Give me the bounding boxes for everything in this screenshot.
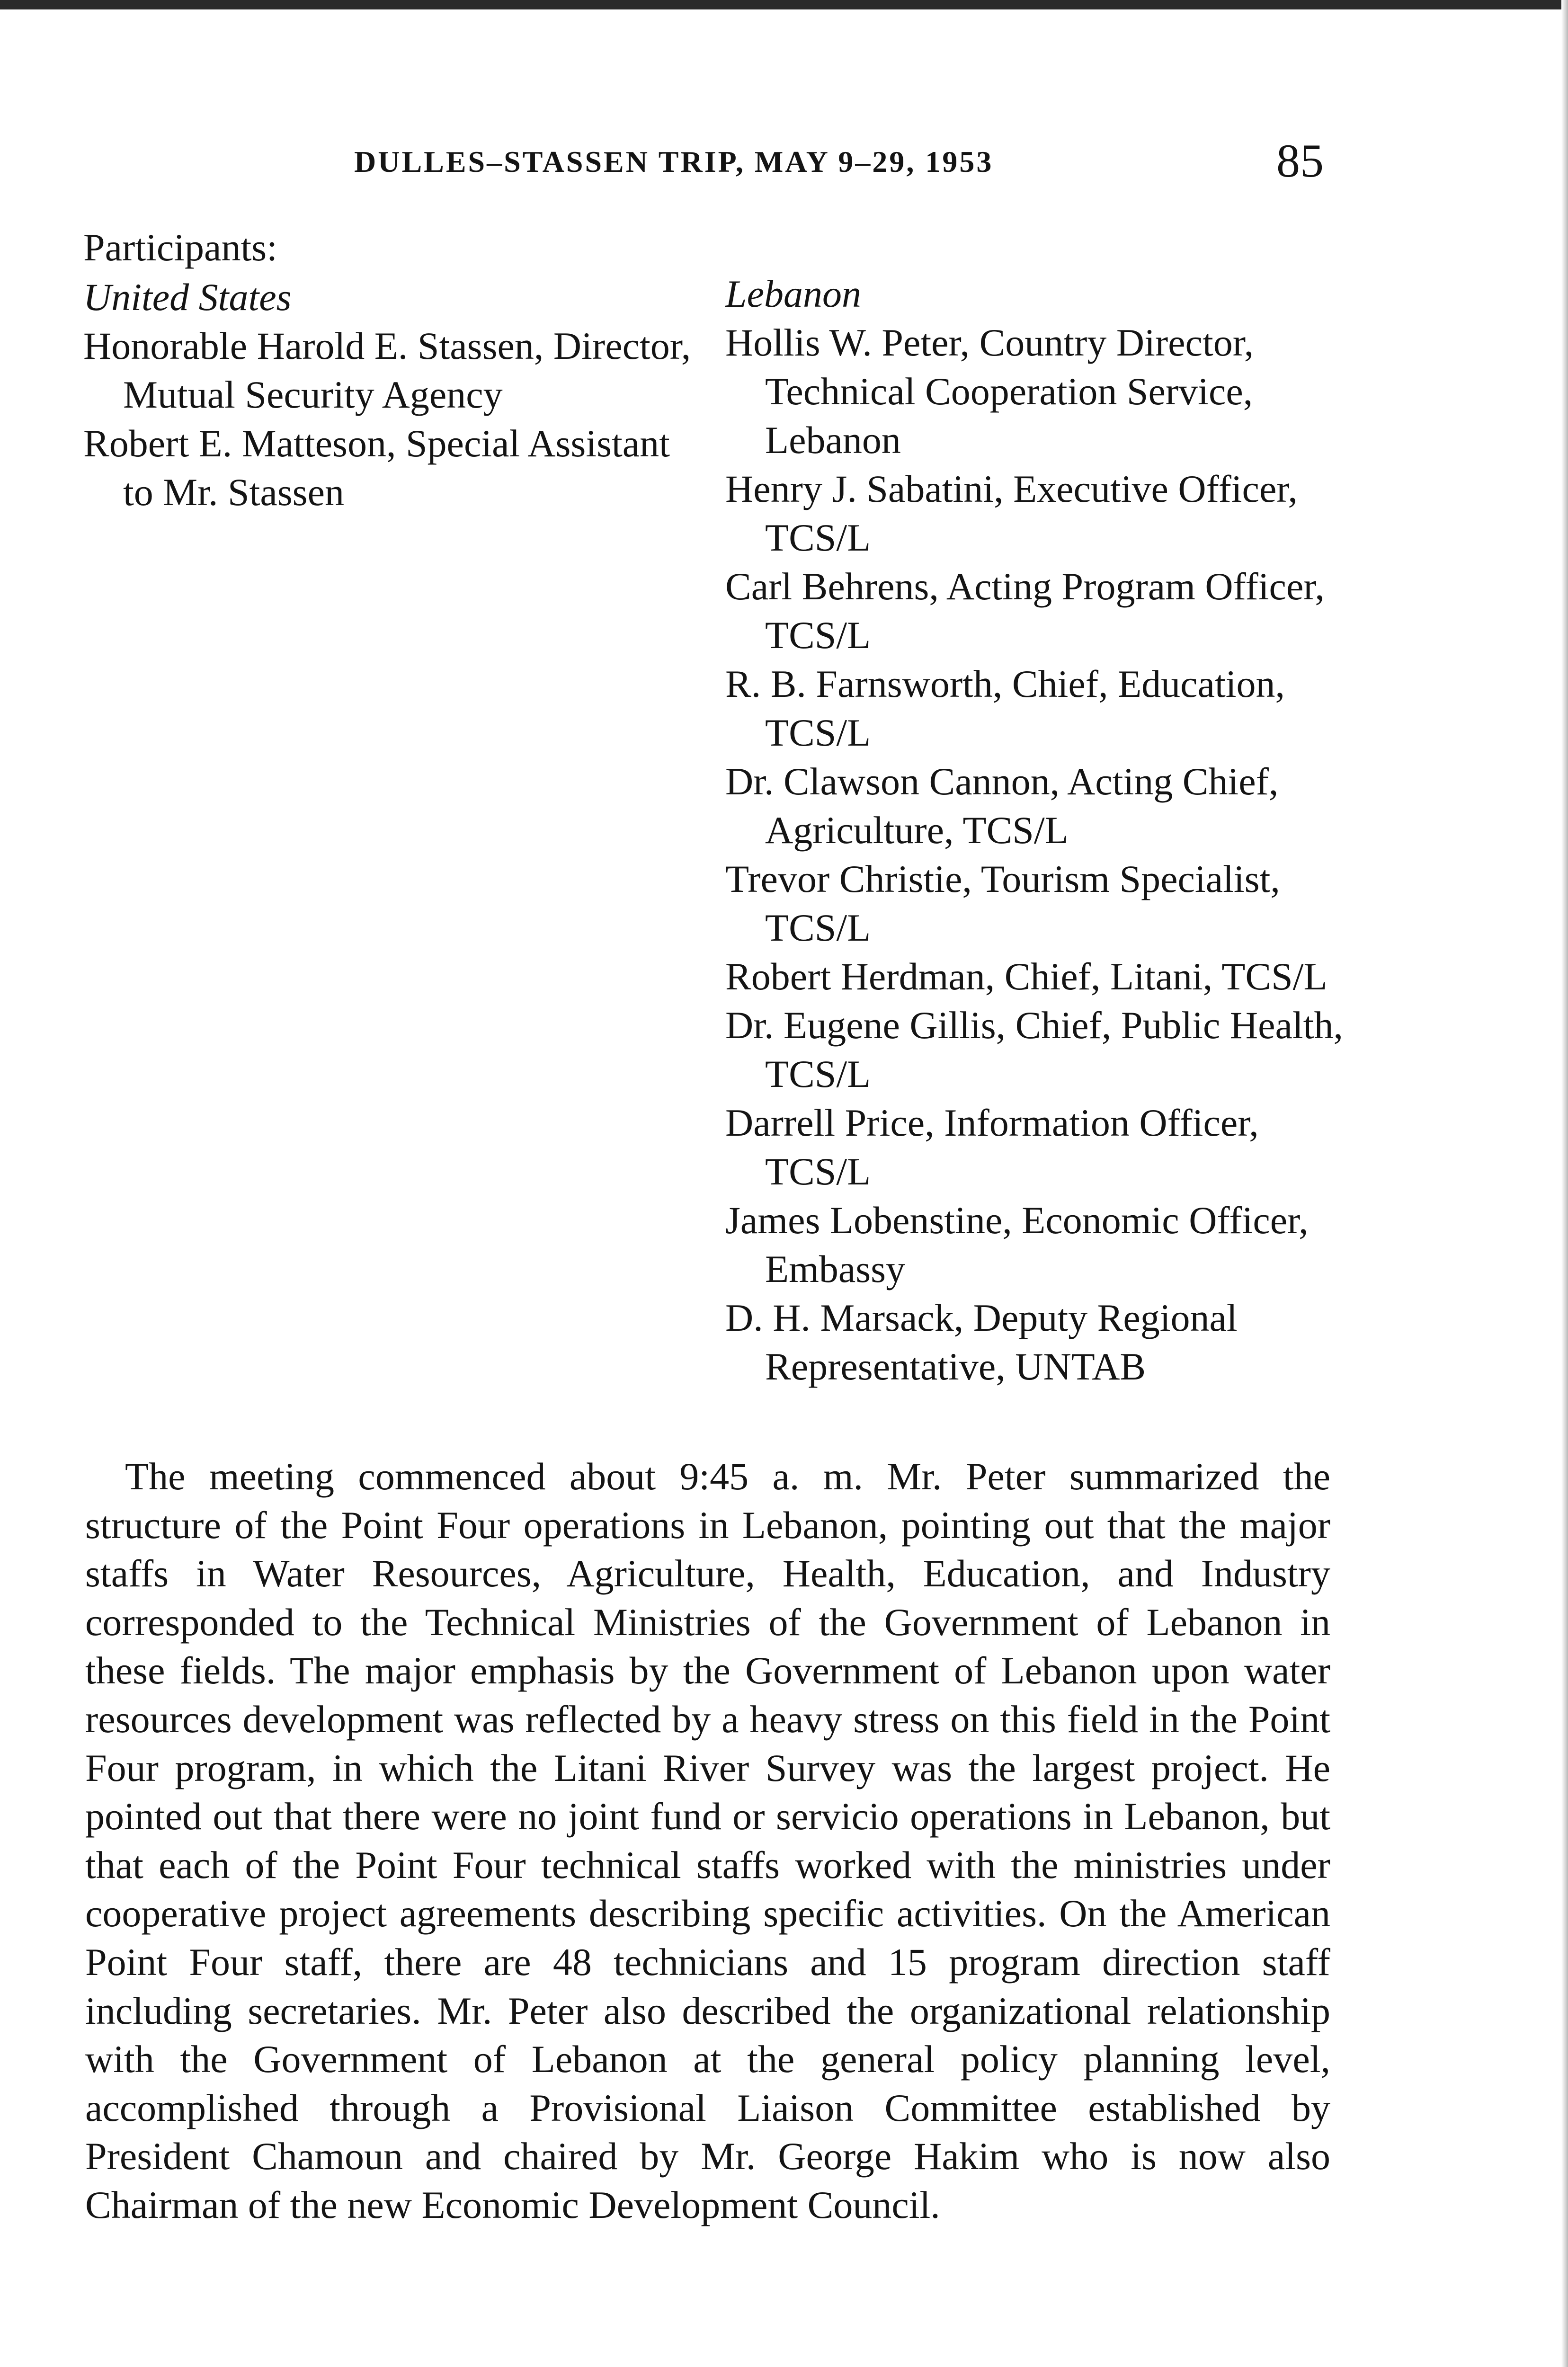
lebanon-column: [725, 269, 1360, 1391]
scan-right-edge: [1561, 0, 1568, 2367]
meeting-summary-paragraph: The meeting commenced about 9:45 a. m. Mr. Peter summarized the structure of the Point Four operations in Lebanon, pointing out that the major staffs in Water Resources, Agriculture, Health, Education, and Industry corresponded to the Technical Ministries of the Government of Lebanon in these fields. The major emphasis by the Government of Lebanon upon water resources development was reflected by a heavy stress on this field in the Point Four program, in which the Litani River Survey was the largest project. He pointed out that there were no joint fund or servicio operations in Lebanon, but that each of the Point Four technical staffs worked with the ministries under cooperative project agreements describing specific activities. On the American Point Four staff, there are 48 technicians and 15 program direction staff including secretaries. Mr. Peter also described the organizational relationship with the Government of Lebanon at the general policy planning level, accomplished through a Provisional Liaison Committee established by President Chamoun and chaired by Mr. George Hakim who is now also Chairman of the new Economic Development Council.: [85, 1455, 1330, 2226]
participant-entry: Darrell Price, Information Officer, TCS/L: [725, 1101, 1259, 1193]
united-states-column: [83, 273, 699, 516]
participant-entry: James Lobenstine, Economic Officer, Embassy: [725, 1199, 1309, 1290]
participant-entry: Trevor Christie, Tourism Specialist, TCS/L: [725, 857, 1280, 949]
participant-entry: Robert Herdman, Chief, Litani, TCS/L: [725, 955, 1327, 998]
page-number: 85: [1276, 134, 1324, 187]
participant-entry: D. H. Marsack, Deputy Regional Representative, UNTAB: [725, 1296, 1238, 1388]
participant-entry: Honorable Harold E. Stassen, Director, Mutual Security Agency: [83, 324, 691, 416]
scan-top-edge: [0, 0, 1568, 9]
participants-label: Participants:: [83, 226, 277, 269]
participant-entry: Dr. Clawson Cannon, Acting Chief, Agriculture, TCS/L: [725, 760, 1279, 852]
participant-entry: Carl Behrens, Acting Program Officer, TCS/L: [725, 565, 1325, 657]
lebanon-heading: Lebanon: [725, 272, 861, 315]
participant-entry: R. B. Farnsworth, Chief, Education, TCS/L: [725, 662, 1285, 754]
participant-entry: Hollis W. Peter, Country Director, Technical Cooperation Service, Lebanon: [725, 321, 1254, 462]
participant-entry: Henry J. Sabatini, Executive Officer, TCS/L: [725, 467, 1298, 559]
running-head: DULLES–STASSEN TRIP, MAY 9–29, 1953: [354, 145, 994, 178]
united-states-heading: United States: [83, 276, 292, 319]
participant-entry: Robert E. Matteson, Special Assistant to Mr. Stassen: [83, 422, 670, 514]
participant-entry: Dr. Eugene Gillis, Chief, Public Health, TCS/L: [725, 1004, 1343, 1095]
